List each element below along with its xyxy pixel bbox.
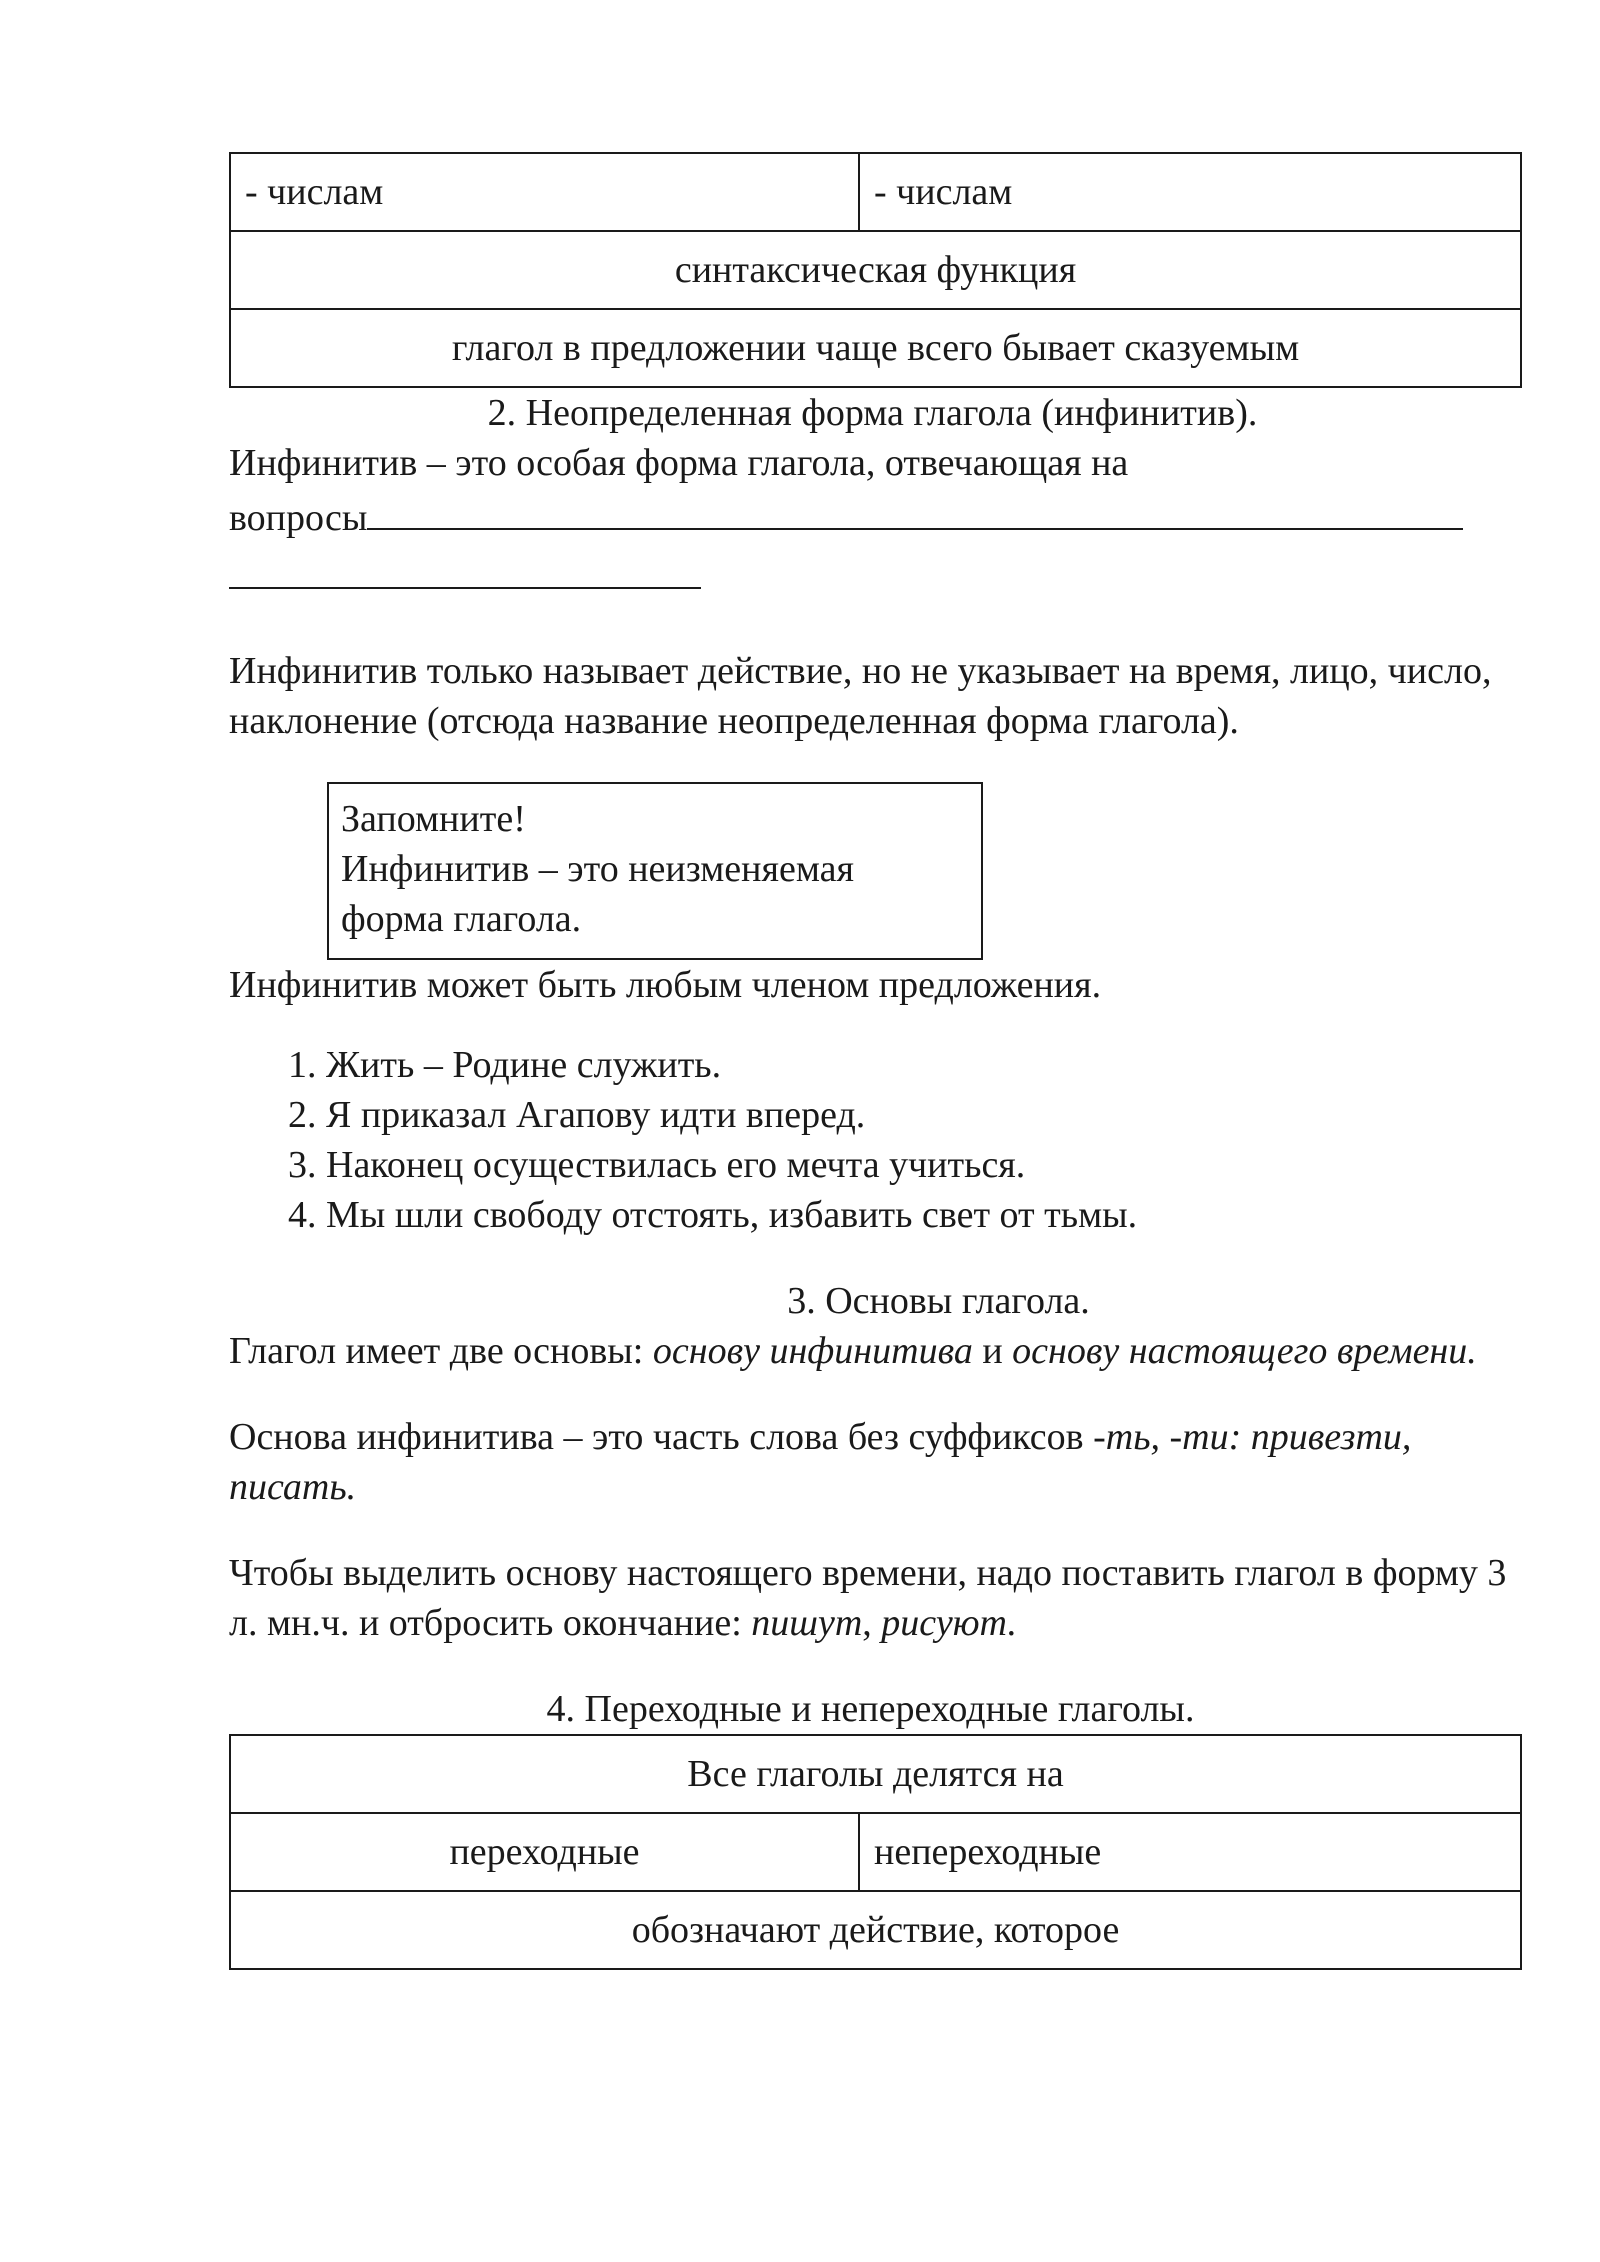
text-run: Чтобы выделить основу настоящего времени, надо поставить глагол в форму 3 л. мн.ч. и отбросить окончание:: [229, 1552, 1507, 1644]
table-row: [230, 1813, 1521, 1891]
italic-term: пишут: [751, 1602, 863, 1644]
table-row: [230, 309, 1521, 387]
paragraph: Инфинитив только называет действие, но не указывает на время, лицо, число, наклонение (отсюда название неопределенная форма глагола).: [229, 650, 1492, 742]
remember-title: Запомните!: [341, 798, 526, 840]
spacer: [229, 602, 1520, 652]
document-page: [229, 152, 1520, 1970]
paragraph: [229, 1326, 1520, 1376]
italic-term: рисуют.: [881, 1602, 1017, 1644]
paragraph: Инфинитив может быть любым членом предложения.: [229, 964, 1102, 1006]
text-run: Основа инфинитива – это часть слова без суффиксов: [229, 1416, 1094, 1458]
text-run: и: [972, 1330, 1013, 1372]
remember-text: Инфинитив – это неизменяемая форма глагола.: [341, 848, 854, 940]
answer-blank: [229, 547, 701, 589]
table-cell: - числам: [859, 153, 1521, 231]
table-cell: Все глаголы делятся на: [230, 1735, 1521, 1813]
table-cell: глагол в предложении чаще всего бывает сказуемым: [230, 309, 1521, 387]
definition-questions-line: [229, 488, 1520, 543]
text-run: Глагол имеет две основы:: [229, 1330, 653, 1372]
verb-properties-table: [229, 152, 1522, 388]
list-item: 4. Мы шли свободу отстоять, избавить свет от тьмы.: [326, 1190, 1520, 1240]
definition-label: вопросы: [229, 497, 368, 539]
paragraph: [229, 1412, 1520, 1512]
table-cell: синтаксическая функция: [230, 231, 1521, 309]
section-heading: 3. Основы глагола.: [787, 1280, 1090, 1322]
table-row: [230, 1735, 1521, 1813]
transitivity-table: [229, 1734, 1522, 1970]
section-heading: 2. Неопределенная форма глагола (инфинитив).: [487, 392, 1258, 434]
text-run: ,: [862, 1602, 882, 1644]
table-row: [230, 1891, 1521, 1969]
italic-term: основу настоящего времени.: [1012, 1330, 1477, 1372]
table-cell: переходные: [230, 1813, 859, 1891]
definition-line: Инфинитив – это особая форма глагола, отвечающая на: [229, 442, 1129, 484]
table-cell: обозначают действие, которое: [230, 1891, 1521, 1969]
table-cell: непереходные: [859, 1813, 1521, 1891]
italic-term: -ть, -ти: привезти, писать.: [229, 1416, 1412, 1508]
section-heading: 4. Переходные и непереходные глаголы.: [546, 1688, 1195, 1730]
answer-blank-line: [229, 547, 1520, 602]
paragraph: [229, 1548, 1520, 1648]
italic-term: основу инфинитива: [652, 1330, 973, 1372]
table-row: [230, 231, 1521, 309]
list-item: 3. Наконец осуществилась его мечта учиться.: [326, 1140, 1520, 1190]
examples-list: [229, 1040, 1520, 1240]
table-row: [230, 153, 1521, 231]
list-item: 2. Я приказал Агапову идти вперед.: [326, 1090, 1520, 1140]
table-cell: - числам: [230, 153, 859, 231]
remember-box: [327, 782, 983, 960]
list-item: 1. Жить – Родине служить.: [326, 1040, 1520, 1090]
answer-blank: [367, 488, 1463, 530]
